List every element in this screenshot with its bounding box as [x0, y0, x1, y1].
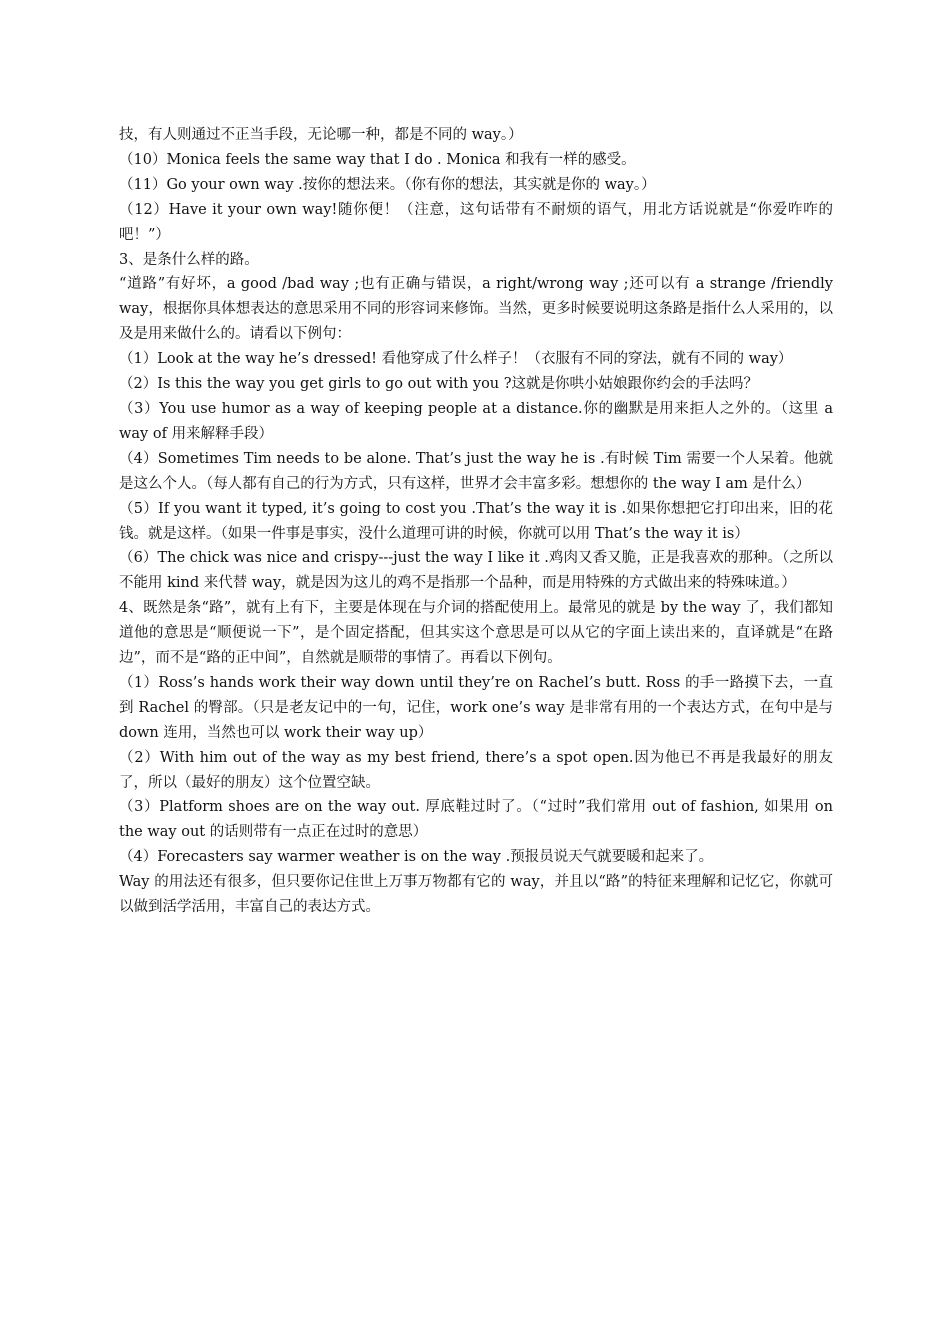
section-3-heading: 3、是条什么样的路。 [119, 251, 259, 268]
section-4-example-2: （2）With him out of the way as my best friend, there’s a spot open.因为他已不再是我最好的朋友了，所以（最好的朋友）这个位置空缺。 [119, 749, 833, 791]
section-4-example-4: （4）Forecasters say warmer weather is on the way .预报员说天气就要暖和起来了。 [119, 849, 714, 866]
section-4-example-3: （3）Platform shoes are on the way out. 厚底鞋过时了。（“过时”我们常用 out of fashion, 如果用 on the way out 的话则带有一点正在过时的意思） [119, 799, 833, 841]
paragraph-continuation: 技，有人则通过不正当手段，无论哪一种，都是不同的 way。） [119, 127, 523, 143]
section-3-example-6: （6）The chick was nice and crispy---just the way I like it .鸡肉又香又脆，正是我喜欢的那种。（之所以不能用 kind 来代替 way，就是因为这儿的鸡不是指那一个品种，而是用特殊的方式做出来的特殊味道。） [119, 550, 833, 592]
example-12: （12）Have it your own way!随你便！（注意，这句话带有不耐烦的语气，用北方话说就是“你爱咋咋的吧！”） [119, 201, 833, 243]
section-3-intro: “道路”有好坏，a good /bad way ;也有正确与错误，a right/wrong way ;还可以有 a strange /friendly way，根据你具体想表达的意思采用不同的形容词来修饰。当然，更多时候要说明这条路是指什么人采用的，以及是用来做什么的。请看以下例句： [119, 276, 833, 343]
section-3-example-2: （2）Is this the way you get girls to go out with you ?这就是你哄小姑娘跟你约会的手法吗？ [119, 376, 759, 393]
document-body [119, 123, 833, 920]
section-3-example-3: （3）You use humor as a way of keeping people at a distance.你的幽默是用来拒人之外的。（这里 a way of 用来解释手段） [119, 400, 833, 442]
section-4-intro: 4、既然是条“路”，就有上有下，主要是体现在与介词的搭配使用上。最常见的就是 by the way 了，我们都知道他的意思是“顺便说一下”，是个固定搭配，但其实这个意思是可以从它的字面上读出来的，直译就是“在路边”，而不是“路的正中间”，自然就是顺带的事情了。再看以下例句。 [119, 600, 833, 667]
example-10: （10）Monica feels the same way that I do . Monica 和我有一样的感受。 [119, 151, 636, 168]
section-4-example-1: （1）Ross’s hands work their way down until they’re on Rachel’s butt. Ross 的手一路摸下去，一直到 Rachel 的臀部。（只是老友记中的一句，记住，work one’s way 是非常有用的一个表达方式，在句中是与 down 连用，当然也可以 work their way up） [119, 674, 833, 741]
section-3-example-5: （5）If you want it typed, it’s going to cost you .That’s the way it is .如果你想把它打印出来，旧的花钱。就是这样。（如果一件事是事实，没什么道理可讲的时候，你就可以用 That’s the way it is） [119, 500, 833, 542]
section-3-example-4: （4）Sometimes Tim needs to be alone. That’s just the way he is .有时候 Tim 需要一个人呆着。他就是这么个人。（每人都有自己的行为方式，只有这样，世界才会丰富多彩。想想你的 the way I am 是什么） [119, 450, 833, 492]
conclusion-paragraph: Way 的用法还有很多，但只要你记住世上万事万物都有它的 way，并且以“路”的特征来理解和记忆它，你就可以做到活学活用，丰富自己的表达方式。 [119, 874, 833, 916]
example-11: （11）Go your own way .按你的想法来。（你有你的想法，其实就是你的 way。） [119, 176, 656, 193]
section-3-example-1: （1）Look at the way he’s dressed! 看他穿成了什么样子！（衣服有不同的穿法，就有不同的 way） [119, 351, 793, 368]
